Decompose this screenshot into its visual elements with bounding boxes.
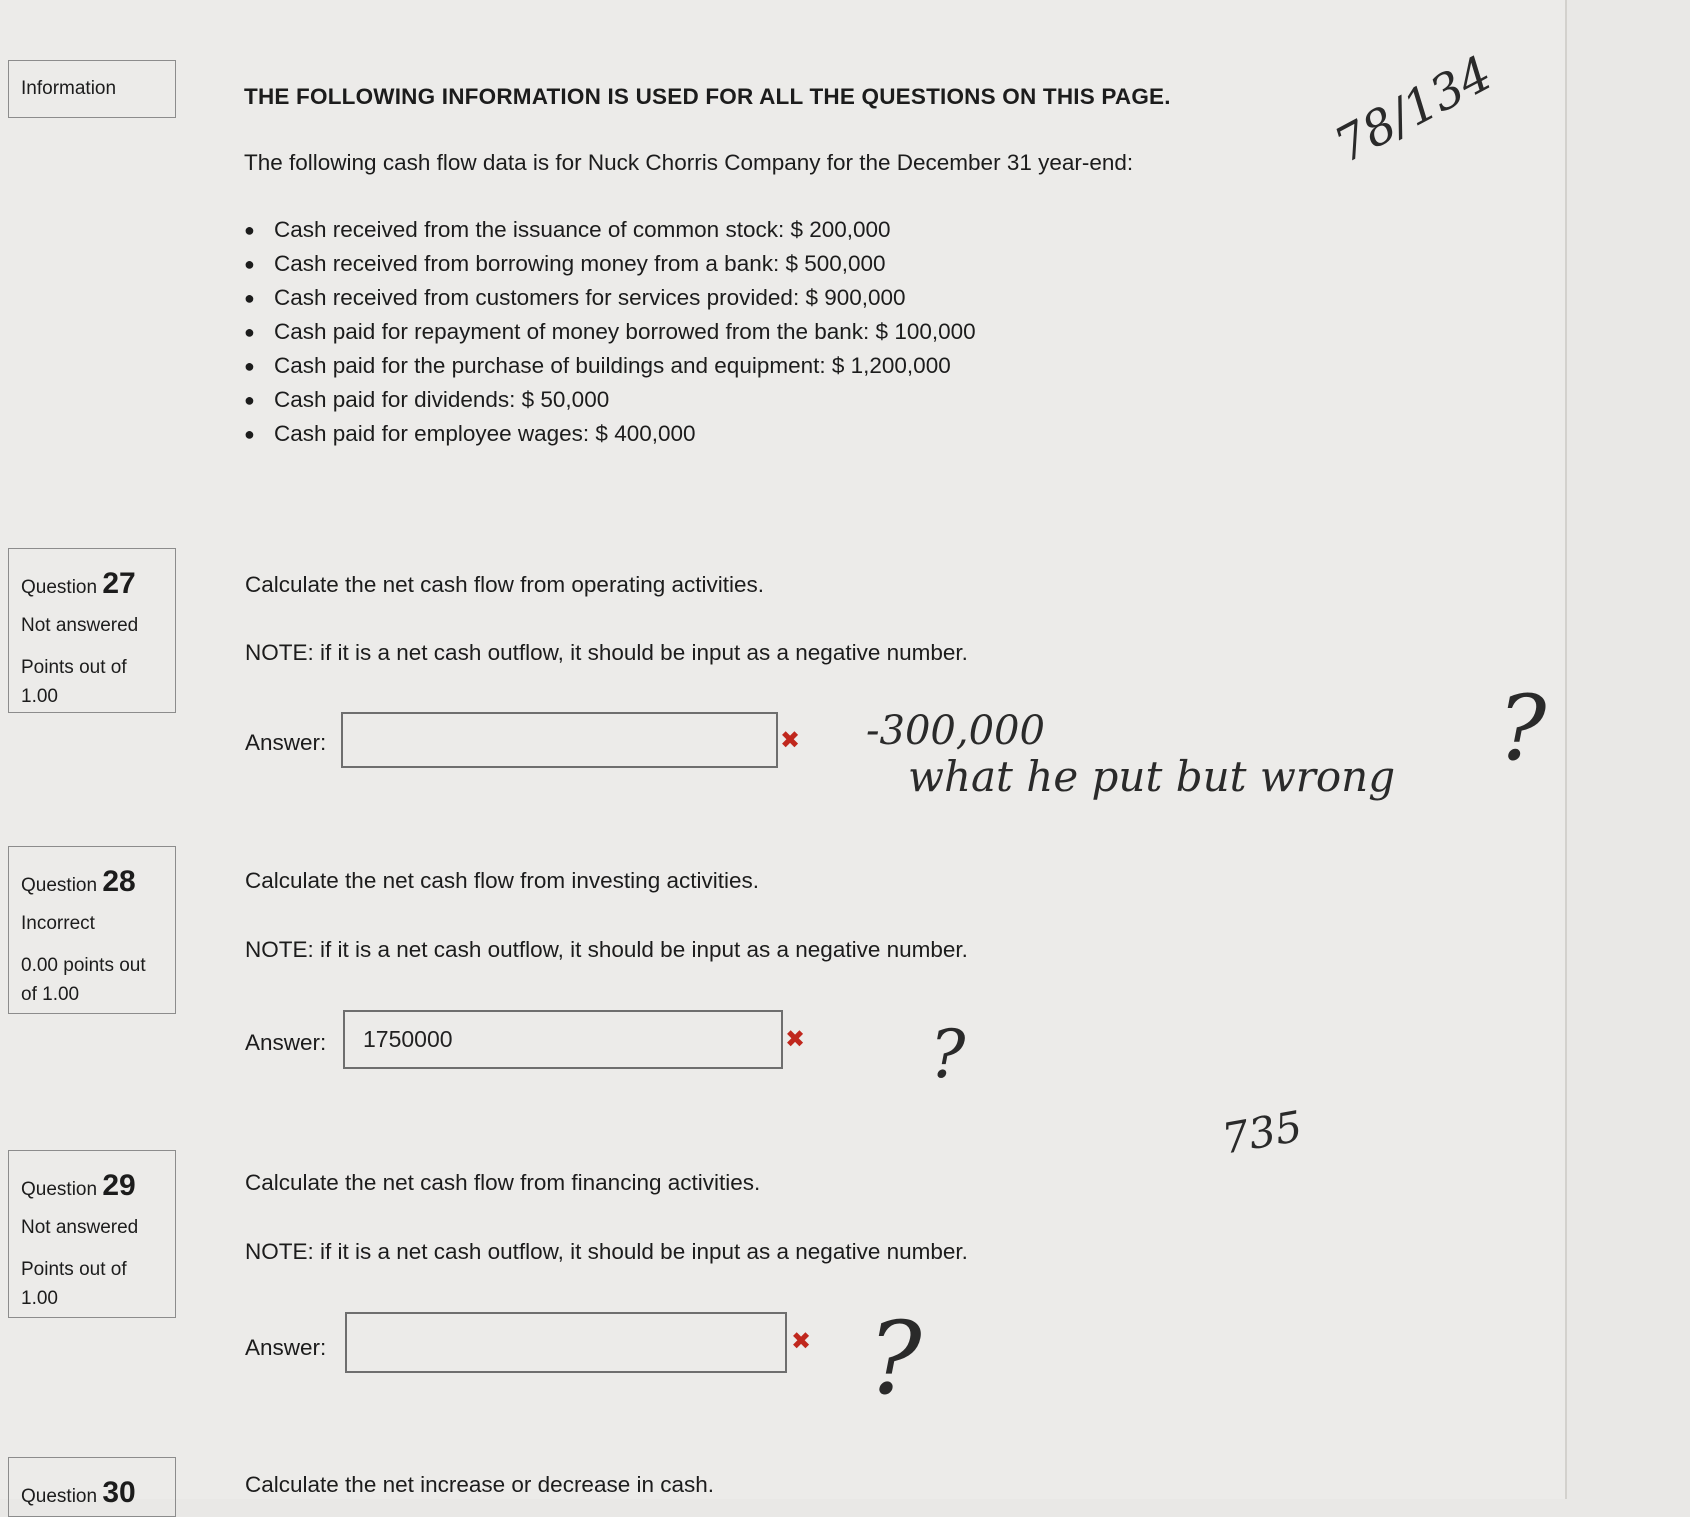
question-status: Incorrect <box>21 913 95 934</box>
question-status: Not answered <box>21 615 139 636</box>
handwritten-answer-value: -300,000 <box>866 708 1045 754</box>
handwritten-question-mark: ? <box>1498 676 1547 781</box>
list-item: ● Cash paid for dividends: $ 50,000 <box>244 387 610 412</box>
list-item: ● Cash paid for employee wages: $ 400,000 <box>244 421 696 446</box>
list-item: ● Cash received from the issuance of common stock: $ 200,000 <box>244 217 891 242</box>
handwritten-question-mark: ? <box>868 1300 922 1417</box>
question-28-prompt: Calculate the net cash flow from investing activities. <box>245 868 759 893</box>
question-29-info-box <box>8 1150 176 1318</box>
handwritten-question-mark: ? <box>930 1016 966 1093</box>
question-points: Points out of 1.00 <box>21 656 127 707</box>
question-label: Question <box>21 1179 98 1200</box>
incorrect-mark-icon: ✖ <box>791 1328 812 1355</box>
bullet-icon: ● <box>244 423 255 444</box>
question-label: Question <box>21 577 98 598</box>
question-30-info-box <box>8 1457 176 1517</box>
information-heading: THE FOLLOWING INFORMATION IS USED FOR ALL THE QUESTIONS ON THIS PAGE. <box>244 84 1171 109</box>
bullet-icon: ● <box>244 219 255 240</box>
question-29-prompt: Calculate the net cash flow from financing activities. <box>245 1170 761 1195</box>
question-27-note: NOTE: if it is a net cash outflow, it should be input as a negative number. <box>245 640 968 665</box>
cash-flow-item-list <box>244 213 976 451</box>
question-27-info-box <box>8 548 176 713</box>
question-status: Not answered <box>21 1217 139 1238</box>
question-29-note: NOTE: if it is a net cash outflow, it should be input as a negative number. <box>245 1239 968 1264</box>
list-item: ● Cash paid for the purchase of buildings and equipment: $ 1,200,000 <box>244 353 951 378</box>
question-30-prompt: Calculate the net increase or decrease in cash. <box>245 1472 715 1497</box>
bullet-icon: ● <box>244 389 255 410</box>
information-intro: The following cash flow data is for Nuck Chorris Company for the December 31 year-end: <box>244 150 1134 175</box>
question-27-answer-input[interactable] <box>341 712 778 768</box>
question-28-note: NOTE: if it is a net cash outflow, it should be input as a negative number. <box>245 937 968 962</box>
question-28-answer-input[interactable] <box>343 1010 783 1069</box>
question-number: 29 <box>102 1169 136 1202</box>
question-label: Question <box>21 1486 98 1507</box>
question-28-info-box <box>8 846 176 1014</box>
bullet-icon: ● <box>244 253 255 274</box>
question-27-answer-label: Answer: <box>245 730 327 755</box>
information-label: Information <box>21 78 117 99</box>
handwritten-number: 735 <box>1218 1101 1306 1164</box>
page-edge <box>1565 0 1567 1499</box>
question-28-answer-label: Answer: <box>245 1030 327 1055</box>
handwritten-comment: what he put but wrong <box>908 752 1396 801</box>
bullet-icon: ● <box>244 287 255 308</box>
list-item: ● Cash received from borrowing money from a bank: $ 500,000 <box>244 251 886 276</box>
question-points: Points out of 1.00 <box>21 1258 127 1309</box>
question-number: 28 <box>102 865 136 898</box>
handwritten-page-note: 78/134 <box>1325 45 1502 175</box>
incorrect-mark-icon: ✖ <box>780 727 801 754</box>
question-points: 0.00 points out of 1.00 <box>21 954 146 1005</box>
question-29-answer-input[interactable] <box>345 1312 787 1373</box>
question-27-prompt: Calculate the net cash flow from operating activities. <box>245 572 765 597</box>
information-box <box>8 60 176 118</box>
question-number: 30 <box>102 1476 136 1509</box>
question-number: 27 <box>102 567 136 600</box>
question-29-answer-label: Answer: <box>245 1335 327 1360</box>
bullet-icon: ● <box>244 321 255 342</box>
list-item: ● Cash paid for repayment of money borrowed from the bank: $ 100,000 <box>244 319 976 344</box>
bullet-icon: ● <box>244 355 255 376</box>
list-item: ● Cash received from customers for services provided: $ 900,000 <box>244 285 906 310</box>
question-label: Question <box>21 875 98 896</box>
incorrect-mark-icon: ✖ <box>785 1026 806 1053</box>
